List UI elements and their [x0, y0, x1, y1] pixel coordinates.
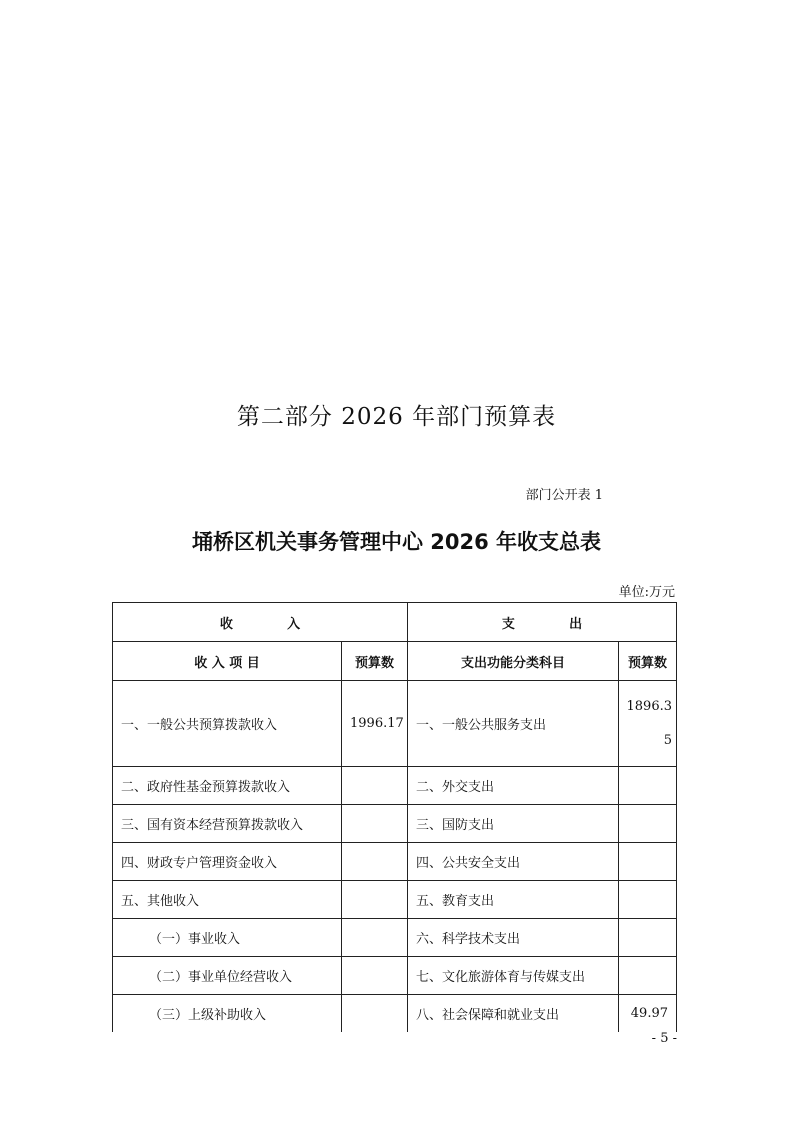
expense-item: 二、外交支出	[408, 767, 619, 805]
expense-item: 七、文化旅游体育与传媒支出	[408, 957, 619, 995]
income-amount	[342, 805, 408, 843]
page-number: - 5 -	[651, 1031, 677, 1046]
table-row	[113, 995, 677, 1033]
income-amount	[342, 995, 408, 1033]
income-item: 四、财政专户管理资金收入	[113, 843, 342, 881]
expense-amount	[619, 843, 677, 881]
table-row	[113, 843, 677, 881]
income-amount	[342, 919, 408, 957]
table-number: 部门公开表 1	[525, 488, 603, 503]
income-item: 三、国有资本经营预算拨款收入	[113, 805, 342, 843]
expense-amount: 49.97	[619, 995, 677, 1033]
expense-item: 八、社会保障和就业支出	[408, 995, 619, 1033]
expense-amount	[619, 767, 677, 805]
income-amount: 1996.17	[342, 681, 408, 767]
table-title: 埇桥区机关事务管理中心 2026 年收支总表	[191, 530, 602, 554]
expense-amount	[619, 805, 677, 843]
table-row	[113, 881, 677, 919]
expense-amount	[619, 957, 677, 995]
table-header-row	[113, 603, 677, 642]
budget-table	[112, 602, 677, 1032]
expense-amount-header: 预算数	[619, 642, 677, 681]
income-amount	[342, 957, 408, 995]
income-amount	[342, 843, 408, 881]
expense-amount	[619, 919, 677, 957]
income-amount	[342, 767, 408, 805]
expense-header: 支 出	[408, 603, 677, 642]
income-item: （一）事业收入	[113, 919, 342, 957]
income-item: 五、其他收入	[113, 881, 342, 919]
income-item-header: 收 入 项 目	[113, 642, 342, 681]
expense-item: 四、公共安全支出	[408, 843, 619, 881]
table-row	[113, 681, 677, 767]
expense-item: 一、一般公共服务支出	[408, 681, 619, 767]
table-subheader-row	[113, 642, 677, 681]
unit-label: 单位:万元	[618, 585, 675, 600]
expense-item: 五、教育支出	[408, 881, 619, 919]
expense-item: 三、国防支出	[408, 805, 619, 843]
income-item: （二）事业单位经营收入	[113, 957, 342, 995]
income-item: （三）上级补助收入	[113, 995, 342, 1033]
income-header: 收 入	[113, 603, 408, 642]
table-row	[113, 957, 677, 995]
income-item: 二、政府性基金预算拨款收入	[113, 767, 342, 805]
part-title: 第二部分 2026 年部门预算表	[236, 404, 557, 430]
table-row	[113, 805, 677, 843]
expense-amount: 1896.35	[619, 681, 677, 767]
table-row	[113, 919, 677, 957]
income-amount-header: 预算数	[342, 642, 408, 681]
expense-amount	[619, 881, 677, 919]
income-item: 一、一般公共预算拨款收入	[113, 681, 342, 767]
expense-item: 六、科学技术支出	[408, 919, 619, 957]
table-row	[113, 767, 677, 805]
expense-item-header: 支出功能分类科目	[408, 642, 619, 681]
income-amount	[342, 881, 408, 919]
